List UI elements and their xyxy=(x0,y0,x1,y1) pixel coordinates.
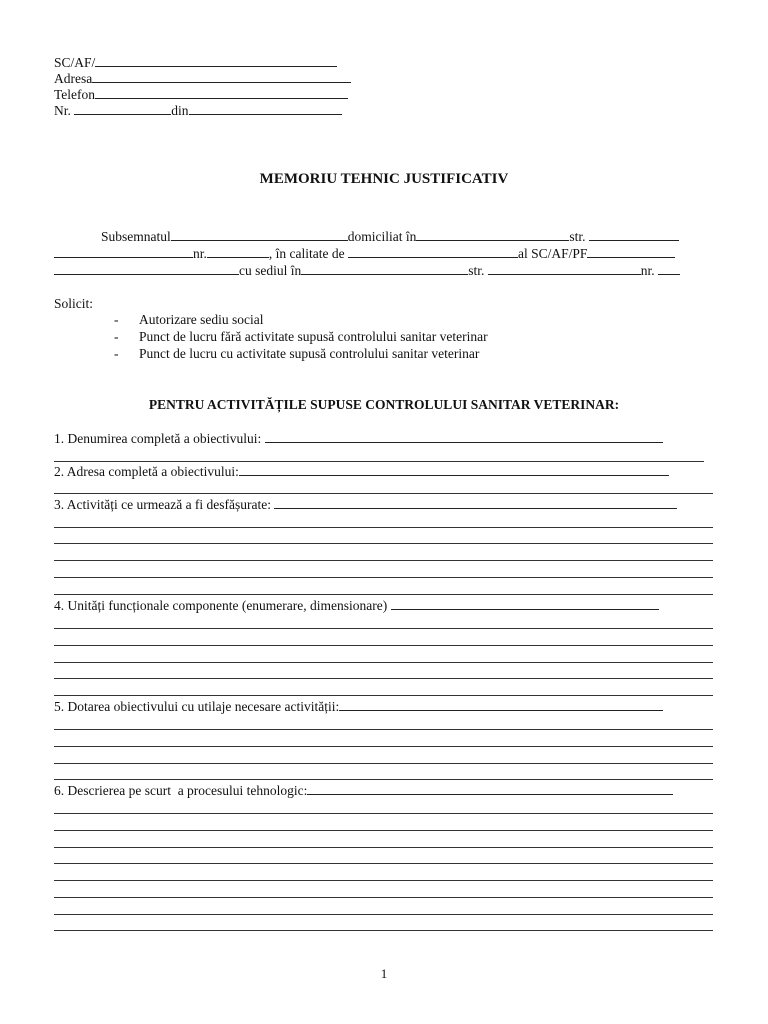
declaration-line-2 xyxy=(54,245,675,262)
question-3 xyxy=(54,496,677,513)
question-2-field[interactable] xyxy=(239,463,669,476)
headquarters-label: cu sediul în xyxy=(239,263,302,278)
answer-line[interactable] xyxy=(54,779,713,780)
house-number-field[interactable] xyxy=(207,245,269,258)
hq-number-field[interactable] xyxy=(658,262,680,275)
answer-line[interactable] xyxy=(54,695,713,696)
house-number-label: nr. xyxy=(193,246,207,261)
hq-street-label: str. xyxy=(468,263,485,278)
answer-line[interactable] xyxy=(54,914,713,915)
answer-line[interactable] xyxy=(54,897,713,898)
question-5-label: 5. Dotarea obiectivului cu utilaje necesare activității: xyxy=(54,699,340,714)
request-item-registered-office[interactable]: - Autorizare sediu social xyxy=(114,312,264,327)
answer-line[interactable] xyxy=(54,880,713,881)
answer-line[interactable] xyxy=(54,746,713,747)
company-field[interactable] xyxy=(95,54,337,67)
number-field[interactable] xyxy=(74,102,171,115)
answer-line[interactable] xyxy=(54,930,713,931)
hq-street-field[interactable] xyxy=(488,262,641,275)
answer-line[interactable] xyxy=(54,813,713,814)
request-item-label: Punct de lucru fără activitate supusă controlului sanitar veterinar xyxy=(139,329,488,344)
question-1 xyxy=(54,430,663,447)
answer-line[interactable] xyxy=(54,543,713,544)
request-item-label: Autorizare sediu social xyxy=(139,312,264,327)
answer-line[interactable] xyxy=(54,763,713,764)
answer-line[interactable] xyxy=(54,560,713,561)
phone-field[interactable] xyxy=(95,86,348,99)
question-2 xyxy=(54,463,669,480)
request-item-workpoint-without-control[interactable]: - Punct de lucru fără activitate supusă controlului sanitar veterinar xyxy=(114,329,488,344)
answer-line[interactable] xyxy=(54,461,704,462)
question-5-field[interactable] xyxy=(339,698,663,711)
answer-line[interactable] xyxy=(54,662,713,663)
capacity-field[interactable] xyxy=(348,245,518,258)
phone-label: Telefon xyxy=(54,87,96,102)
answer-line[interactable] xyxy=(54,847,713,848)
headquarters-field[interactable] xyxy=(301,262,468,275)
answer-line[interactable] xyxy=(54,863,713,864)
date-label: din xyxy=(171,103,189,118)
address-line xyxy=(54,70,351,87)
answer-line[interactable] xyxy=(54,729,713,730)
answer-line[interactable] xyxy=(54,628,713,629)
question-4-field[interactable] xyxy=(391,597,659,610)
street-field[interactable] xyxy=(589,228,679,241)
question-3-field[interactable] xyxy=(274,496,677,509)
street-continued-field[interactable] xyxy=(54,245,193,258)
company-line xyxy=(54,54,337,71)
date-field[interactable] xyxy=(189,102,342,115)
answer-line[interactable] xyxy=(54,577,713,578)
address-field[interactable] xyxy=(92,70,351,83)
answer-line[interactable] xyxy=(54,527,713,528)
question-2-label: 2. Adresa completă a obiectivului: xyxy=(54,464,239,479)
question-5 xyxy=(54,698,663,715)
question-1-field[interactable] xyxy=(265,430,663,443)
answer-line[interactable] xyxy=(54,594,713,595)
city-field[interactable] xyxy=(416,228,569,241)
question-6 xyxy=(54,782,673,799)
undersigned-label: Subsemnatul xyxy=(101,229,171,244)
request-item-label: Punct de lucru cu activitate supusă controlului sanitar veterinar xyxy=(139,346,480,361)
page-number: 1 xyxy=(380,966,388,981)
company-type-label: al SC/AF/PF xyxy=(517,246,588,261)
company-name-field[interactable] xyxy=(587,245,675,258)
declaration-line-3 xyxy=(54,262,680,279)
company-label: SC/AF/ xyxy=(54,55,96,70)
request-item-workpoint-with-control[interactable]: - Punct de lucru cu activitate supusă controlului sanitar veterinar xyxy=(114,346,480,361)
address-label: Adresa xyxy=(54,71,93,86)
question-6-field[interactable] xyxy=(307,782,673,795)
street-label: str. xyxy=(569,229,586,244)
question-6-label: 6. Descrierea pe scurt a procesului tehnologic: xyxy=(54,783,308,798)
section-title: PENTRU ACTIVITĂȚILE SUPUSE CONTROLULUI SANITAR VETERINAR: xyxy=(148,397,620,412)
company-name-continued-field[interactable] xyxy=(54,262,239,275)
answer-line[interactable] xyxy=(54,830,713,831)
capacity-label: , în calitate de xyxy=(268,246,345,261)
request-label: Solicit: xyxy=(54,296,94,311)
hq-number-label: nr. xyxy=(640,263,655,278)
number-label: Nr. xyxy=(54,103,71,118)
question-3-label: 3. Activități ce urmează a fi desfășurate: xyxy=(54,497,272,512)
registration-line xyxy=(54,102,342,119)
phone-line xyxy=(54,86,348,103)
answer-line[interactable] xyxy=(54,645,713,646)
answer-line[interactable] xyxy=(54,493,713,494)
name-field[interactable] xyxy=(171,228,348,241)
declaration-line-1 xyxy=(101,228,679,245)
answer-line[interactable] xyxy=(54,678,713,679)
question-4-label: 4. Unități funcționale componente (enumerare, dimensionare) xyxy=(54,598,388,613)
domiciled-label: domiciliat în xyxy=(347,229,417,244)
document-title: MEMORIU TEHNIC JUSTIFICATIV xyxy=(259,171,509,187)
question-4 xyxy=(54,597,659,614)
question-1-label: 1. Denumirea completă a obiectivului: xyxy=(54,431,262,446)
